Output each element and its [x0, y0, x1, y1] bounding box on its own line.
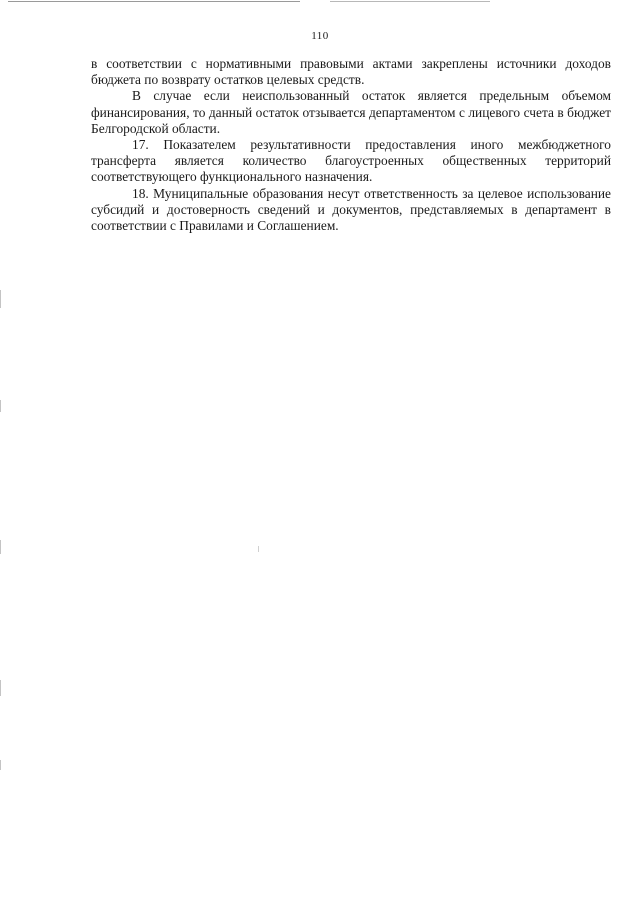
scan-edge-mark [0, 400, 1, 412]
paragraph-item-18: 18. Муниципальные образования несут ответственность за целевое использование субсидий и достоверность сведений и документов, представляемых в департамент в соответствии с Правилами и Соглашением. [91, 185, 611, 234]
paragraph-item-17: 17. Показателем результативности предоставления иного межбюджетного трансферта является количество благоустроенных общественных территорий соответствующего функционального назначения. [91, 137, 611, 185]
scan-edge-top-left [8, 1, 300, 2]
document-body [91, 56, 611, 234]
page-number: 110 [311, 30, 329, 42]
scan-speck [258, 546, 259, 552]
scan-edge-mark [0, 290, 1, 308]
scan-edge-mark [0, 760, 1, 770]
scan-edge-mark [0, 540, 1, 554]
scan-edge-top-right [330, 1, 490, 2]
paragraph-unused-balance: В случае если неиспользованный остаток является предельным объемом финансирования, то данный остаток отзывается департаментом с лицевого счета в бюджет Белгородской области. [91, 88, 611, 136]
paragraph-continuation: в соответствии с нормативными правовыми актами закреплены источники доходов бюджета по возврату остатков целевых средств. [91, 56, 611, 88]
scan-edge-mark [0, 680, 1, 696]
